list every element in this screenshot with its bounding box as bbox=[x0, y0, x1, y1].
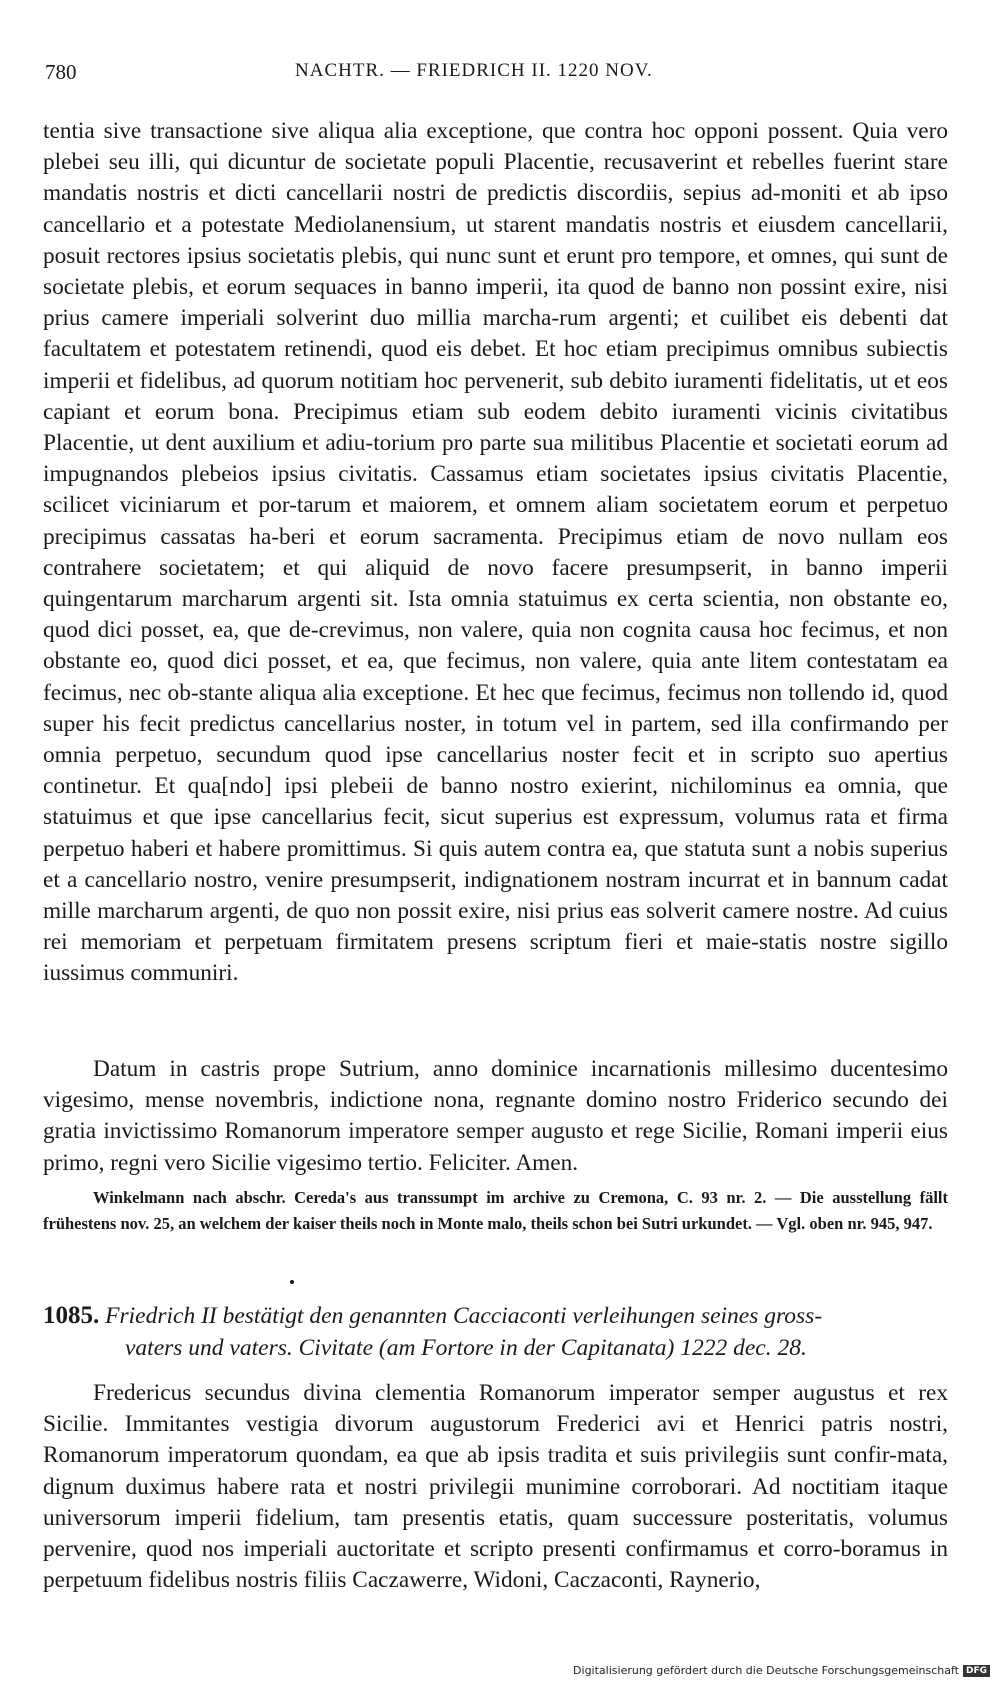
dating-clause-block bbox=[43, 1054, 948, 1179]
document-heading bbox=[43, 1300, 948, 1364]
document-title-line-1: Friedrich II bestätigt den genannten Cacciaconti verleihungen seines gross- bbox=[105, 1303, 823, 1329]
page-number: 780 bbox=[45, 60, 77, 84]
main-text-block bbox=[43, 116, 948, 990]
page-header bbox=[45, 60, 945, 90]
running-head: NACHTR. — FRIEDRICH II. 1220 NOV. bbox=[295, 60, 653, 81]
document-title-line-2: vaters und vaters. Civitate (am Fortore in der Capitanata) 1222 dec. 28. bbox=[125, 1335, 807, 1361]
source-note: Winkelmann nach abschr. Cereda's aus transsumpt im archive zu Cremona, C. 93 nr. 2. — Die ausstellung fällt frühestens nov. 25, an welchem der kaiser theils noch in Monte malo, theils schon bei Sutri urkundet. — Vgl. oben nr. 945, 947. bbox=[43, 1188, 948, 1233]
document-number: 1085. bbox=[43, 1302, 100, 1329]
editorial-notes bbox=[43, 1185, 948, 1237]
paragraph-charter-text: tentia sive transactione sive aliqua alia exceptione, que contra hoc opponi possent. Quia vero plebei seu illi, qui dicuntur de societate populi Placentie, recusaverint et rebelles fuerint stare mandatis nostris et dicti cancellarii nostri de predictis discordiis, sepius ad-moniti et ab ipso cancellario et a potestate Mediolanensium, ut starent mandatis nostris et eiusdem cancellarii, posuit rectores ipsius societatis plebis, qui nunc sunt et erunt pro tempore, et omnes, qui sunt de societate plebis, et eorum sequaces in banno imperii, ita quod de banno non possint exire, nisi prius camere imperiali solverint duo millia marcha-rum argenti; et cuilibet eis debenti dat facultatem et potestatem retinendi, quod eis debet. Et hoc etiam precipimus omnibus subiectis imperii et fidelibus, ad quorum notitiam hoc pervenerit, sub debito iuramenti fidelitatis, ut et eos capiant et eorum bona. Precipimus etiam sub eodem debito iuramenti vicinis civitatibus Placentie, ut dent auxilium et adiu-torium pro parte sua militibus Placentie et societati eorum ad impugnandos plebeios ipsius civitatis. Cassamus etiam societates ipsius civitatis Placentie, scilicet viciniarum et por-tarum et maiorem, et omnem aliam societatem eorum et perpetuo precipimus cassatas ha-beri et eorum sacramenta. Precipimus etiam de novo nullam eos contrahere societatem; et qui aliquid de novo facere presumpserit, in banno imperii quingentarum marcharum argenti sit. Ista omnia statuimus ex certa scientia, non obstante eo, quod dici posset, ea, que de-crevimus, non valere, quia non cognita causa hoc fecimus, et non obstante eo, quod dici posset, et ea, que fecimus, non valere, quia ante litem contestatam ea fecimus, nec ob-stante aliqua alia exceptione. Et hec que fecimus, fecimus non tollendo id, quod super his fecit predictus cancellarius noster, in totum vel in partem, sed illa confirmando per omnia perpetuo, secundum quod ipse cancellarius noster fecit et in scripto suo apertius continetur. Et qua[ndo] ipsi plebeii de banno nostro exierint, nichilominus ea omnia, que statuimus et que ipse cancellarius fecit, sicut superius est expressum, volumus rata et firma perpetuo haberi et habere promittimus. Si quis autem contra ea, que statuta sunt a nobis superius et a cancellario nostro, venire presumpserit, indignationem nostram incurrat et in bannum cadat mille marcharum argenti, de quo non possit exire, nisi prius eas solverit camere nostre. Ad cuius rei memoriam et perpetuam firmitatem presens scriptum fieri et maie-statis nostre sigillo iussimus communiri. bbox=[43, 118, 948, 987]
digitization-credit bbox=[573, 1664, 990, 1677]
paragraph-dating-clause: Datum in castris prope Sutrium, anno dominice incarnationis millesimo ducentesimo vigesimo, mense novembris, indictione nona, regnante domino nostro Friderico secundo dei gratia invictissimo Romanorum imperatore semper augusto et rege Sicilie, Romani imperii eius primo, regni vero Sicilie vigesimo tertio. Feliciter. Amen. bbox=[43, 1056, 948, 1176]
separator-dot bbox=[290, 1280, 294, 1284]
dfg-logo: DFG bbox=[963, 1665, 990, 1677]
paragraph-charter-1085: Fredericus secundus divina clementia Romanorum imperator semper augustus et rex Sicilie. Immitantes vestigia divorum augustorum Frederici avi et Henrici patris nostri, Romanorum imperatorum quondam, ea que ab ipsis tradita et suis privilegiis sunt confir-mata, dignum duximus habere rata et nostri privilegii munimine corroborari. Ad noctitiam itaque universorum imperii fidelium, tam presentis etatis, quam successure posteritatis, volumus pervenire, quod nos imperiali auctoritate et scripto presenti confirmamus et corro-boramus in perpetuum fidelibus nostris filiis Caczawerre, Widoni, Caczaconti, Raynerio, bbox=[43, 1380, 948, 1594]
charter-1085-text-block bbox=[43, 1378, 948, 1596]
credit-text: Digitalisierung gefördert durch die Deutsche Forschungsgemeinschaft bbox=[573, 1664, 959, 1677]
